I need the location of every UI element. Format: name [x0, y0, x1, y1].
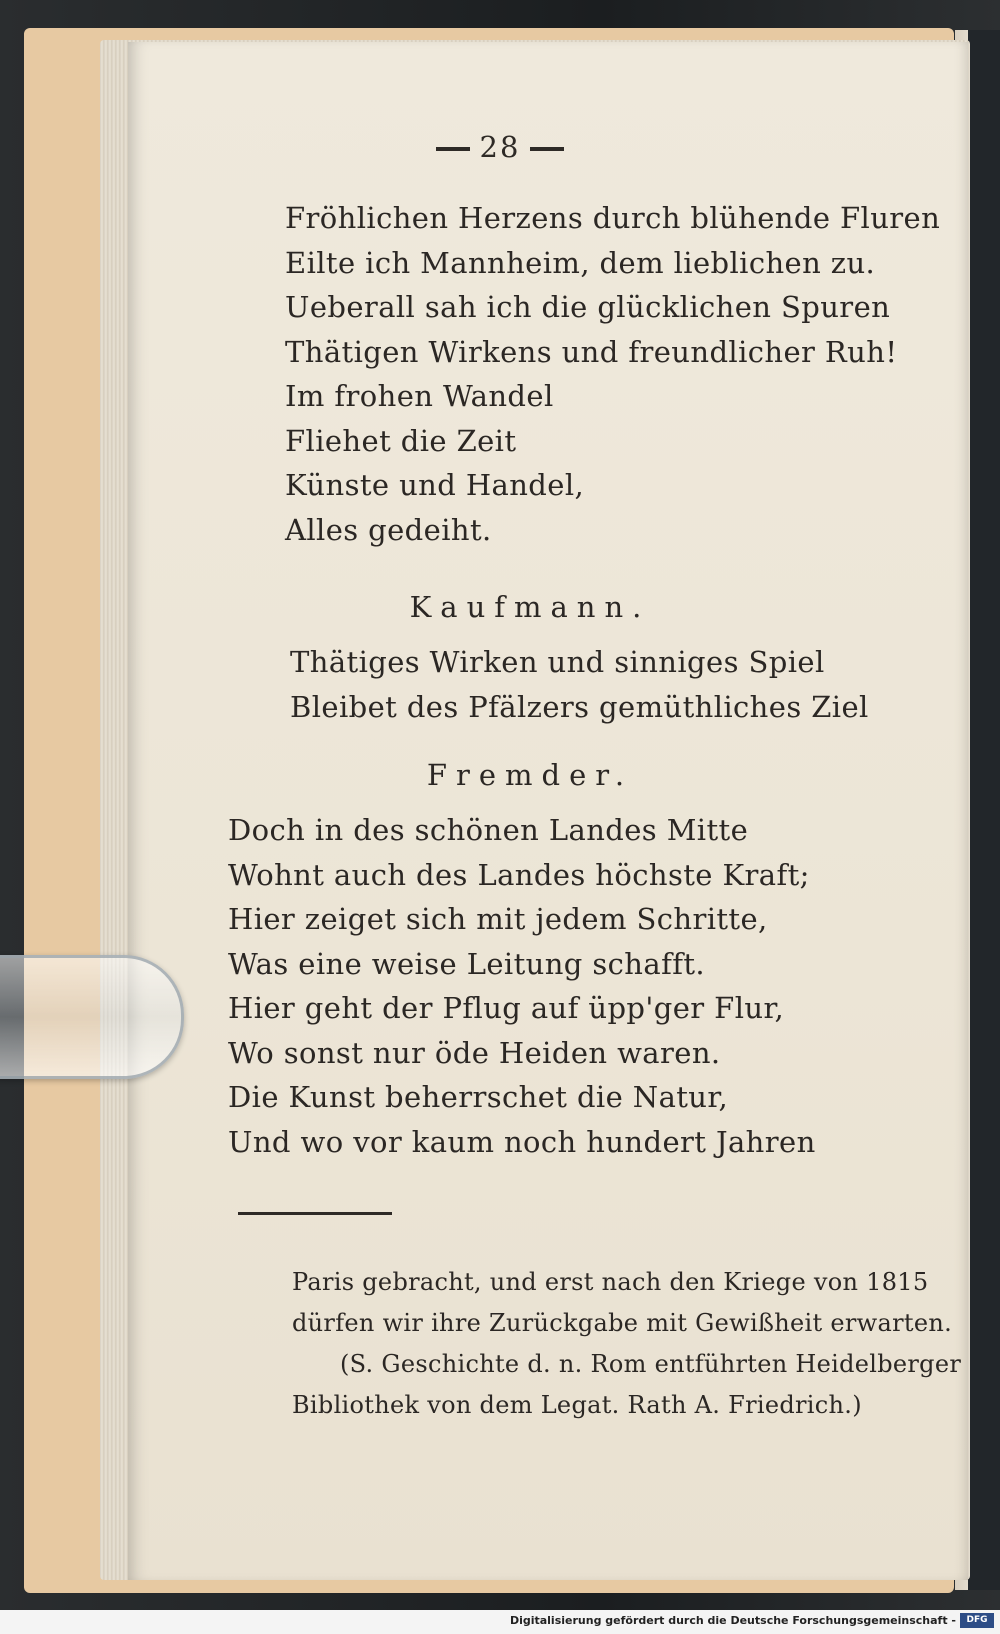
verse-line: Und wo vor kaum noch hundert Jahren: [228, 1124, 816, 1159]
speaker-kaufmann: Kaufmann.: [409, 590, 651, 624]
verse-line: Die Kunst beherrschet die Natur,: [228, 1080, 729, 1114]
page-weight-clip: [0, 955, 184, 1079]
page-number: 28: [479, 130, 521, 164]
verse-line: Fröhlichen Herzens durch blühende Fluren: [285, 201, 941, 235]
footnote-line: Paris gebracht, und erst nach den Kriege von 1815: [292, 1268, 929, 1296]
verse-line: Fliehet die Zeit: [285, 423, 517, 458]
speaker-fremder: Fremder.: [426, 758, 634, 792]
verse-line: Bleibet des Pfälzers gemüthliches Ziel: [290, 689, 869, 724]
footnote: [292, 1262, 961, 1426]
footnote-rule: [238, 1212, 392, 1215]
footnote-line: dürfen wir ihre Zurückgabe mit Gewißheit erwarten.: [292, 1309, 953, 1337]
kaufmann-verse: [290, 640, 869, 729]
verse-line: Alles gedeiht.: [285, 512, 492, 547]
verse-line: Ueberall sah ich die glücklichen Spuren: [285, 290, 891, 324]
page-number-header: [0, 130, 1000, 164]
verse-line: Doch in des schönen Landes Mitte: [228, 813, 749, 847]
dash-right: [530, 147, 564, 151]
verse-line: Was eine weise Leitung schafft.: [228, 946, 706, 981]
footnote-line: (S. Geschichte d. n. Rom entführten Heidelberger: [340, 1350, 962, 1378]
funding-credit: Digitalisierung gefördert durch die Deutsche Forschungsgemeinschaft -: [509, 1614, 956, 1627]
verse-line: Im frohen Wandel: [285, 379, 554, 413]
dfg-logo: DFG: [960, 1613, 994, 1628]
fremder-verse: [228, 808, 816, 1164]
footnote-line: Bibliothek von dem Legat. Rath A. Friedrich.): [292, 1391, 862, 1419]
verse-line: Wohnt auch des Landes höchste Kraft;: [228, 857, 810, 892]
verse-line: Wo sonst nur öde Heiden waren.: [228, 1035, 721, 1070]
verse-line: Thätigen Wirkens und freundlicher Ruh!: [285, 334, 898, 369]
dash-left: [436, 147, 470, 151]
verse-line: Hier geht der Pflug auf üpp'ger Flur,: [228, 991, 785, 1025]
verse-line: Künste und Handel,: [285, 468, 585, 502]
verse-line: Thätiges Wirken und sinniges Spiel: [290, 645, 825, 679]
scan-background-right: [968, 30, 1000, 1590]
verse-line: Hier zeiget sich mit jedem Schritte,: [228, 902, 768, 936]
verse-line: Eilte ich Mannheim, dem lieblichen zu.: [285, 245, 876, 280]
opening-verse: [285, 196, 940, 552]
